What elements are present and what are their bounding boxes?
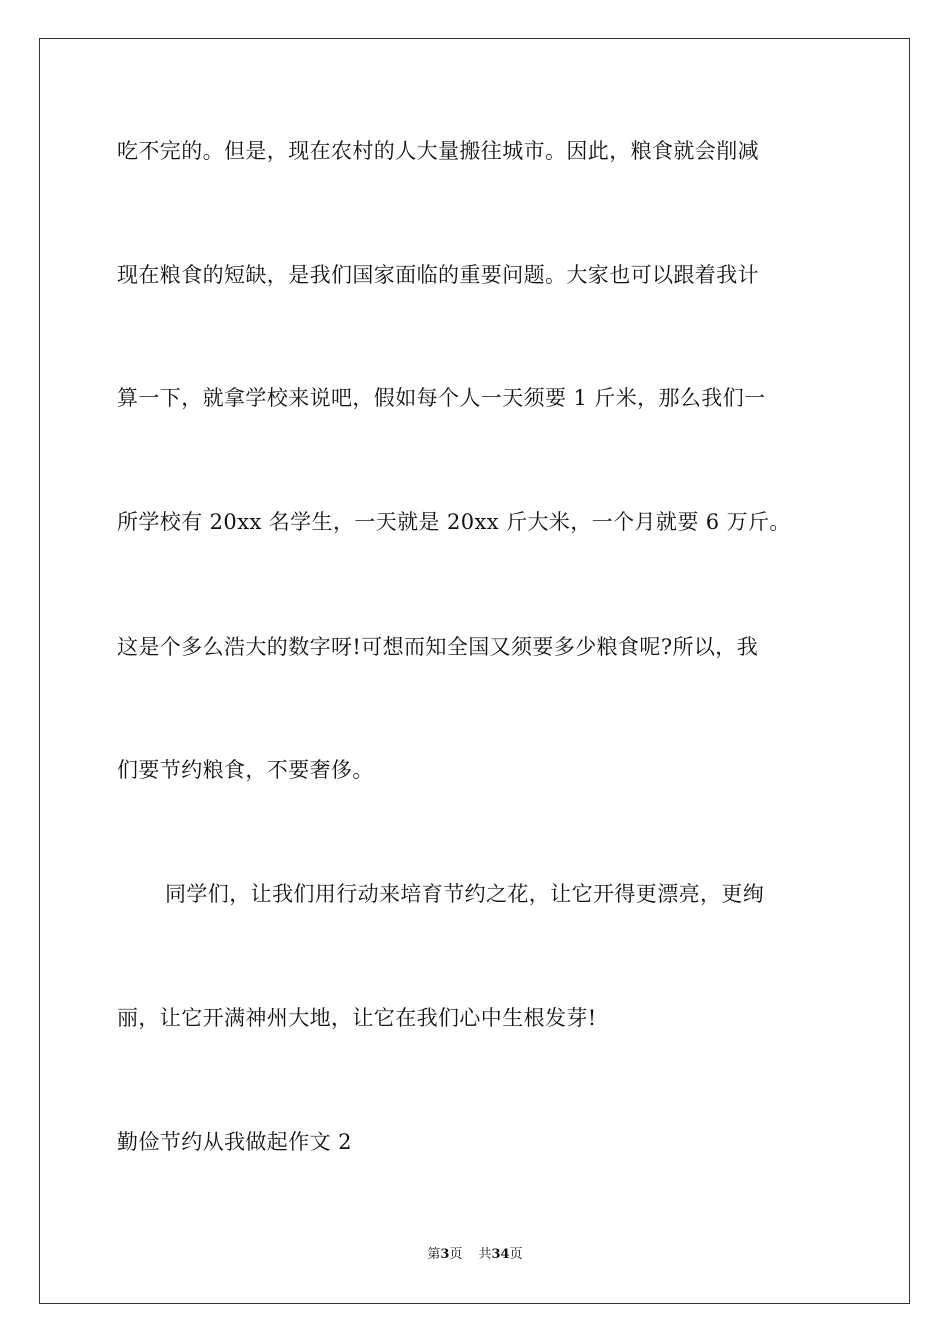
body-line-6: 们要节约粮食，不要奢侈。: [117, 758, 374, 782]
footer-page-number: 3: [440, 1247, 450, 1262]
page-footer: [0, 1246, 950, 1264]
body-line-2: 现在粮食的短缺，是我们国家面临的重要问题。大家也可以跟着我计: [117, 263, 759, 287]
body-line-3: 算一下，就拿学校来说吧，假如每个人一天须要 1 斤米，那么我们一: [117, 386, 766, 410]
section-heading: 勤俭节约从我做起作文 2: [117, 1130, 352, 1154]
body-line-8: 丽，让它开满神州大地，让它在我们心中生根发芽!: [117, 1006, 597, 1030]
footer-prefix: 第: [427, 1247, 441, 1262]
body-line-4: 所学校有 20xx 名学生，一天就是 20xx 斤大米，一个月就要 6 万斤。: [117, 510, 791, 534]
footer-total-pages: 34: [491, 1247, 510, 1262]
body-line-1: 吃不完的。但是，现在农村的人大量搬往城市。因此，粮食就会削减: [117, 139, 759, 163]
footer-page-suffix: 页: [449, 1247, 463, 1262]
page-border: [39, 38, 910, 1304]
body-line-7: 同学们，让我们用行动来培育节约之花，让它开得更漂亮，更绚: [165, 882, 765, 906]
footer-total-suffix: 页: [509, 1247, 523, 1262]
footer-total-prefix: 共: [478, 1247, 492, 1262]
body-line-5: 这是个多么浩大的数字呀!可想而知全国又须要多少粮食呢?所以，我: [117, 635, 759, 659]
